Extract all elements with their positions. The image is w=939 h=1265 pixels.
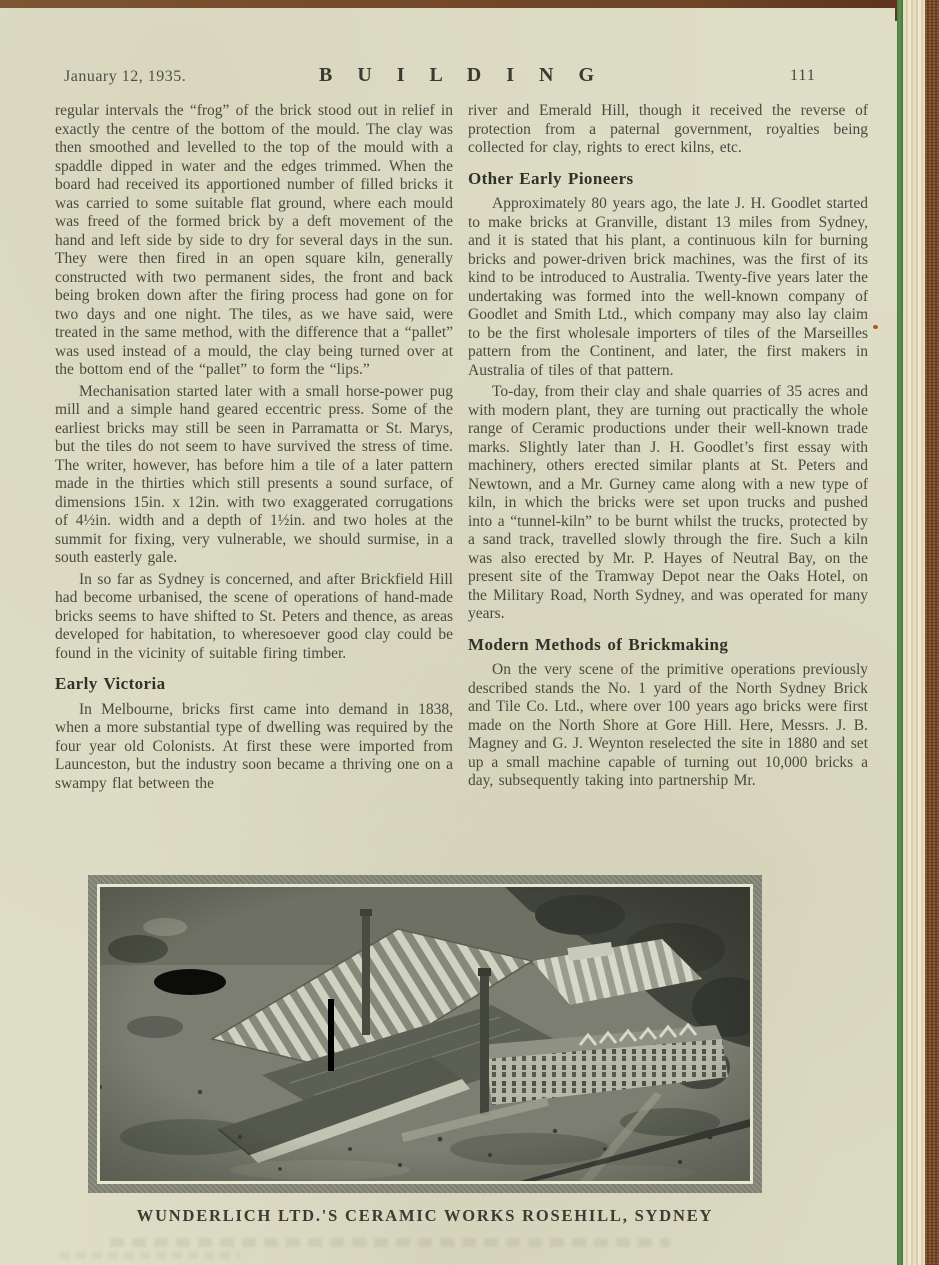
page-number: 111: [790, 67, 816, 84]
factory-aerial-illustration: [100, 887, 750, 1181]
show-through-smudge: [60, 1252, 240, 1259]
photo-frame: [88, 875, 762, 1193]
section-heading-modern-methods: Modern Methods of Brickmaking: [468, 634, 729, 654]
paragraph: Mechanisation started later with a small horse-power pug mill and a simple hand geared eccentric press. Some of the earliest bricks may still be seen in Parramatta or St. Marys, but the tiles do not seem to have survived the stress of time. The writer, however, has before him a tile of a later pattern made in the thirties which still presents a sound surface, of dimensions 15in. x 12in. with two exaggerated corrugations of 4½in. width and a depth of 1½in. and two holes at the summit for fixing, very vulnerable, we should surmise, in a south easterly gale.: [55, 382, 453, 566]
paragraph: regular intervals the “frog” of the brick stood out in relief in exactly the centre of the bottom of the mould. The clay was then smoothed and levelled to the top of the mould with a spaddle dipped in water and the edges trimmed. When the board had received its apportioned number of filled bricks it was carried to some suitable flat ground, where each mould was freed of the formed brick by a deft movement of the hand and left side by side to dry for several days in the sun. They were then fired in an open square kiln, generally constructed with two permanent sides, the front and back being broken down after the firing process had gone on for two days and one night. The tiles, as we have said, were treated in the same method, with the difference that a “pallet” was used instead of a mould, the clay being turned over at the bottom end of the “pallet” to form the “lips.”: [55, 102, 453, 378]
paragraph: river and Emerald Hill, though it received the reverse of protection from a paternal government, royalties being collected for clay, rights to erect kilns, etc.: [468, 102, 868, 156]
book-cover-cloth: [925, 0, 939, 1265]
paragraph: In so far as Sydney is concerned, and after Brickfield Hill had become urbanised, the scene of operations of hand-made bricks seems to have shifted to St. Peters and thence, as areas developed for habitation, to wheresoever good clay could be found in the vicinity of suitable firing timber.: [55, 570, 453, 662]
left-column: [55, 102, 453, 796]
ink-spot: [873, 325, 878, 329]
photo-caption: WUNDERLICH LTD.'S CERAMIC WORKS ROSEHILL, SYDNEY: [136, 1206, 714, 1225]
right-column: [468, 102, 868, 794]
book-top-edge: [0, 0, 939, 8]
aerial-photo-ceramic-works: [97, 884, 753, 1184]
section-heading-early-victoria: Early Victoria: [55, 674, 166, 693]
paragraph: To-day, from their clay and shale quarries of 35 acres and with modern plant, they are turning out practically the whole range of Ceramic productions under their well-known trade marks. Slightly later than J. H. Goodlet’s first essay with machinery, others erected similar plants at St. Peters and Newtown, and a Mr. Gurney came along with a new type of kiln, in which the bricks were set upon trucks and pushed into a “tunnel-kiln” to be burnt whilst the trucks, protected by a sand track, travelled slowly through the fire. Such a kiln was also erected by Mr. P. Hayes of Neutral Bay, on the present site of the Tramway Depot near the Oaks Hotel, on the Military Road, North Sydney, and was operated for many years.: [468, 383, 868, 622]
paragraph: In Melbourne, bricks first came into demand in 1838, when a more substantial type of dwelling was required by the four year old Colonists. At first these were imported from Launceston, but the industry soon became a thriving one on a swampy flat between the: [55, 700, 453, 792]
paragraph: On the very scene of the primitive operations previously described stands the No. 1 yard of the North Sydney Brick and Tile Co. Ltd., where over 100 years ago bricks were first made on the North Shore at Gore Hill. Here, Messrs. J. B. Magney and G. J. Weynton reselected the site in 1880 and set up a small machine capable of turning out 10,000 bricks a day, subsequently taking into partnership Mr.: [468, 661, 868, 789]
paragraph: Approximately 80 years ago, the late J. H. Goodlet started to make bricks at Granville, distant 13 miles from Sydney, and it is stated that his plant, a continuous kiln for burning bricks and power-driven brick machines, was the first of its kind to be introduced to Australia. Twenty-five years later the undertaking was formed into the well-known company of Goodlet and Smith Ltd., which company may also lay claim to be the first wholesale importers of tiles of the Marseilles pattern from the Continent, and later, the first makers in Australia of tiles of that pattern.: [468, 195, 868, 379]
issue-date: January 12, 1935.: [64, 68, 187, 85]
magazine-title: B U I L D I N G: [318, 64, 605, 86]
stacked-page-edges: [903, 0, 925, 1265]
show-through-smudge: [110, 1238, 670, 1247]
section-heading-other-early-pioneers: Other Early Pioneers: [468, 168, 634, 188]
